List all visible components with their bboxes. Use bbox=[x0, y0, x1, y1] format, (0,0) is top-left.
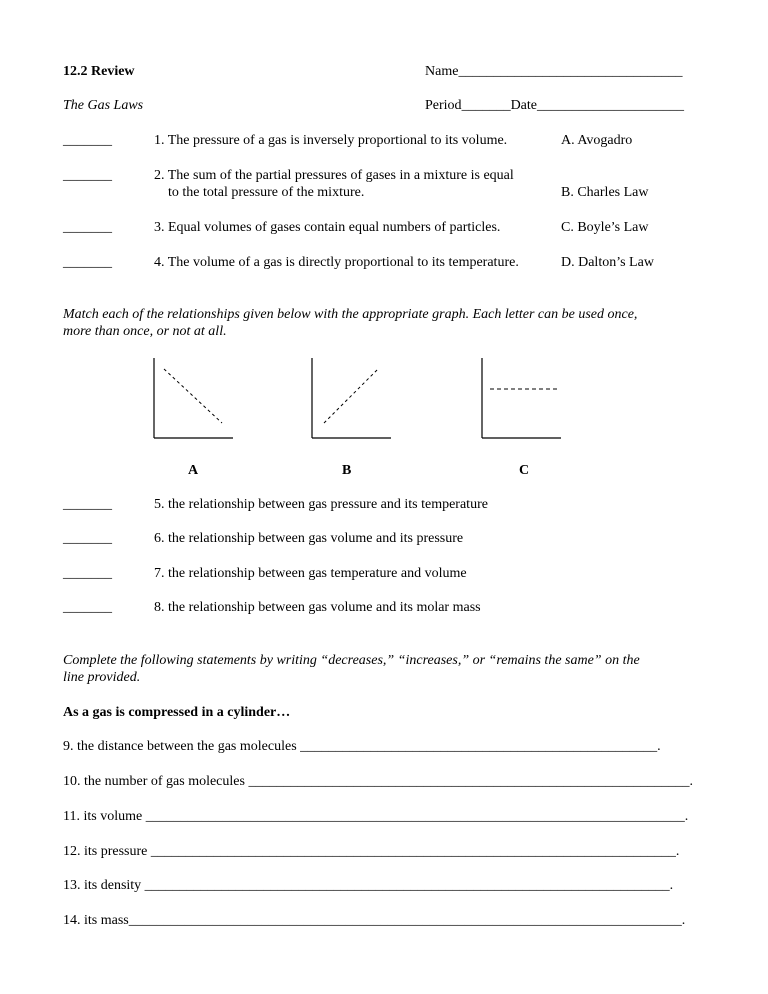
statement-line-13[interactable]: ___________________________________________________________________________. bbox=[144, 878, 674, 893]
statement-label-9: 9. the distance between the gas molecules bbox=[63, 739, 301, 754]
graph-c bbox=[478, 358, 564, 442]
choice-c: C. Boyle’s Law bbox=[561, 220, 649, 235]
name-label: Name bbox=[425, 64, 459, 79]
answer-blank-7[interactable]: _______ bbox=[63, 566, 112, 581]
statement-item-11 bbox=[63, 809, 688, 825]
statement-instruction-line1: Complete the following statements by writing “decreases,” “increases,” or “remains the same” on the bbox=[63, 653, 640, 668]
law-item-1: 1. The pressure of a gas is inversely proportional to its volume. bbox=[154, 133, 508, 148]
graph-a-label: A bbox=[188, 463, 199, 478]
period-date-field[interactable] bbox=[425, 98, 684, 114]
graph-a bbox=[150, 358, 236, 442]
answer-blank-2[interactable]: _______ bbox=[63, 168, 112, 183]
answer-blank-3[interactable]: _______ bbox=[63, 220, 112, 235]
date-label: Date bbox=[510, 98, 537, 113]
choice-a: A. Avogadro bbox=[561, 133, 633, 148]
statement-line-10[interactable]: _______________________________________________________________. bbox=[248, 774, 693, 789]
graph-b-increasing-line bbox=[324, 368, 379, 423]
answer-blank-8[interactable]: _______ bbox=[63, 600, 112, 615]
name-field[interactable] bbox=[425, 64, 682, 80]
relationship-item-6: 6. the relationship between gas volume and its pressure bbox=[154, 531, 464, 546]
statement-item-9 bbox=[63, 739, 661, 755]
statement-instruction-line2: line provided. bbox=[63, 670, 141, 685]
graph-instruction-line2: more than once, or not at all. bbox=[63, 324, 227, 339]
answer-blank-6[interactable]: _______ bbox=[63, 531, 112, 546]
statement-line-14[interactable]: _______________________________________________________________________________. bbox=[128, 913, 686, 928]
law-item-2-line2: to the total pressure of the mixture. bbox=[168, 185, 365, 200]
worksheet-title: 12.2 Review bbox=[63, 64, 135, 79]
worksheet-subtitle: The Gas Laws bbox=[63, 98, 144, 113]
statement-label-13: 13. its density bbox=[63, 878, 145, 893]
choice-d: D. Dalton’s Law bbox=[561, 255, 654, 270]
section-heading: As a gas is compressed in a cylinder… bbox=[63, 705, 291, 720]
relationship-item-8: 8. the relationship between gas volume and its molar mass bbox=[154, 600, 481, 615]
statement-label-10: 10. the number of gas molecules bbox=[63, 774, 249, 789]
relationship-item-7: 7. the relationship between gas temperature and volume bbox=[154, 566, 467, 581]
statement-item-13 bbox=[63, 878, 673, 894]
choice-b: B. Charles Law bbox=[561, 185, 649, 200]
law-item-3: 3. Equal volumes of gases contain equal numbers of particles. bbox=[154, 220, 501, 235]
statement-item-10 bbox=[63, 774, 693, 790]
statement-label-14: 14. its mass bbox=[63, 913, 129, 928]
statement-item-12 bbox=[63, 844, 679, 860]
law-item-4: 4. The volume of a gas is directly proportional to its temperature. bbox=[154, 255, 519, 270]
name-line[interactable]: ________________________________ bbox=[458, 64, 683, 79]
graph-a-decreasing-line bbox=[164, 369, 222, 423]
statement-item-14 bbox=[63, 913, 685, 929]
graph-b-label: B bbox=[342, 463, 352, 478]
period-line[interactable]: _______ bbox=[461, 98, 511, 113]
period-label: Period bbox=[425, 98, 462, 113]
date-line[interactable]: _____________________ bbox=[537, 98, 684, 113]
answer-blank-4[interactable]: _______ bbox=[63, 255, 112, 270]
law-item-2-line1: 2. The sum of the partial pressures of gases in a mixture is equal bbox=[154, 168, 514, 183]
graph-c-label: C bbox=[519, 463, 530, 478]
statement-label-12: 12. its pressure bbox=[63, 844, 151, 859]
relationship-item-5: 5. the relationship between gas pressure and its temperature bbox=[154, 497, 488, 512]
statement-line-11[interactable]: _____________________________________________________________________________. bbox=[145, 809, 689, 824]
answer-blank-1[interactable]: _______ bbox=[63, 133, 112, 148]
statement-line-9[interactable]: ___________________________________________________. bbox=[300, 739, 661, 754]
statement-line-12[interactable]: ___________________________________________________________________________. bbox=[150, 844, 680, 859]
answer-blank-5[interactable]: _______ bbox=[63, 497, 112, 512]
graph-b bbox=[308, 358, 394, 442]
graph-instruction-line1: Match each of the relationships given below with the appropriate graph. Each letter can be used once, bbox=[63, 307, 638, 322]
statement-label-11: 11. its volume bbox=[63, 809, 146, 824]
